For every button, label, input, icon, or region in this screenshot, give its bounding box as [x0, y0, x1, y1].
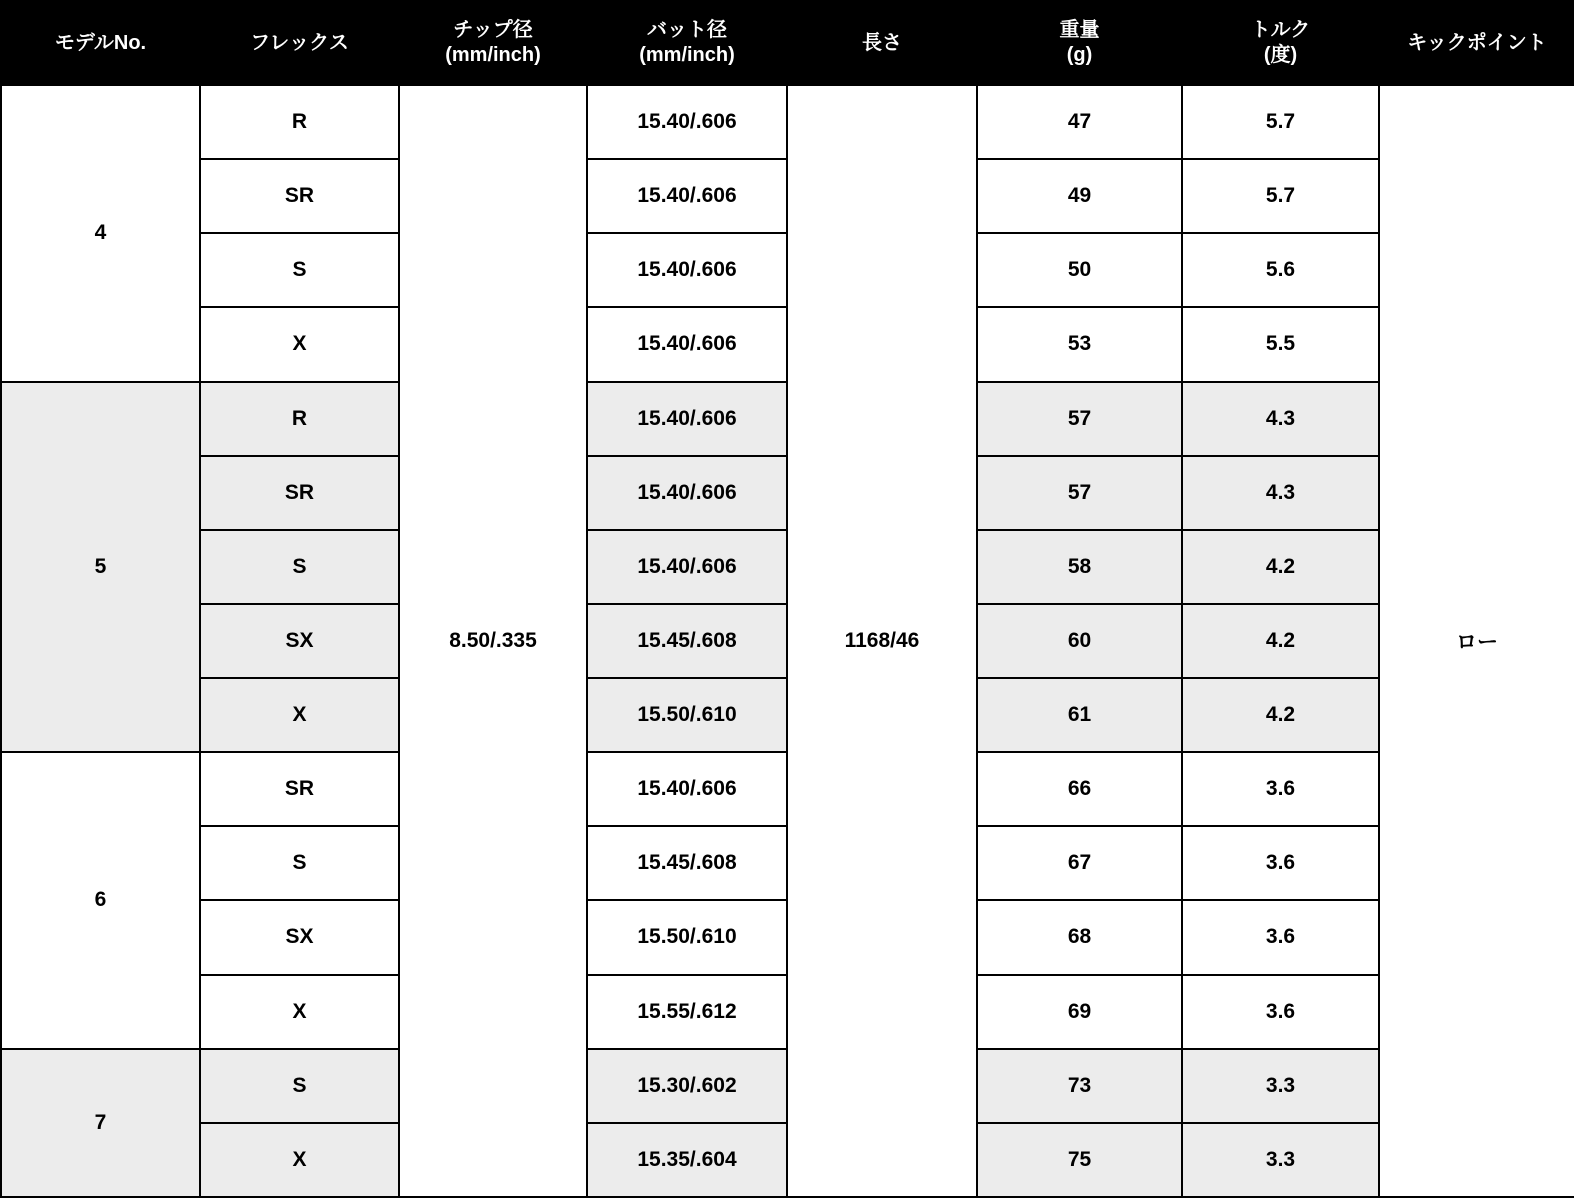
- cell-flex: SR: [200, 456, 399, 530]
- cell-torque: 3.6: [1182, 975, 1379, 1049]
- table-row: [1, 85, 1574, 159]
- cell-flex: X: [200, 678, 399, 752]
- cell-flex: X: [200, 307, 399, 381]
- header-length-label: 長さ: [862, 31, 902, 54]
- cell-butt-diameter: 15.50/.610: [587, 900, 787, 974]
- header-model-no: [1, 1, 200, 85]
- cell-butt-diameter: 15.50/.610: [587, 678, 787, 752]
- cell-flex: S: [200, 1049, 399, 1123]
- header-butt-diameter: [587, 1, 787, 85]
- table-header: [1, 1, 1574, 85]
- cell-flex: X: [200, 975, 399, 1049]
- header-butt-diameter-unit: (mm/inch): [639, 44, 735, 66]
- cell-weight: 73: [977, 1049, 1182, 1123]
- cell-torque: 5.5: [1182, 307, 1379, 381]
- cell-model-no: 7: [1, 1049, 200, 1197]
- header-kick-point: [1379, 1, 1574, 85]
- cell-butt-diameter: 15.45/.608: [587, 826, 787, 900]
- cell-torque: 3.6: [1182, 752, 1379, 826]
- cell-butt-diameter: 15.40/.606: [587, 530, 787, 604]
- cell-torque: 4.3: [1182, 456, 1379, 530]
- header-torque-label: トルク: [1250, 19, 1311, 41]
- header-tip-diameter: [399, 1, 587, 85]
- cell-weight: 67: [977, 826, 1182, 900]
- cell-weight: 75: [977, 1123, 1182, 1197]
- cell-butt-diameter: 15.45/.608: [587, 604, 787, 678]
- cell-weight: 68: [977, 900, 1182, 974]
- cell-torque: 3.3: [1182, 1123, 1379, 1197]
- cell-butt-diameter: 15.40/.606: [587, 85, 787, 159]
- cell-flex: SR: [200, 752, 399, 826]
- cell-model-no: 4: [1, 85, 200, 382]
- cell-kick-point: ロー: [1379, 85, 1574, 1197]
- cell-flex: SX: [200, 900, 399, 974]
- cell-butt-diameter: 15.40/.606: [587, 752, 787, 826]
- header-length: [787, 1, 977, 85]
- cell-torque: 5.7: [1182, 85, 1379, 159]
- cell-weight: 61: [977, 678, 1182, 752]
- cell-weight: 57: [977, 456, 1182, 530]
- table-body: [1, 85, 1574, 1197]
- cell-torque: 4.2: [1182, 530, 1379, 604]
- header-tip-diameter-label: チップ径: [453, 19, 533, 41]
- header-row: [1, 1, 1574, 85]
- header-torque-unit: (度): [1263, 44, 1298, 66]
- header-weight-unit: (g): [1066, 44, 1093, 66]
- header-weight-label: 重量: [1059, 19, 1100, 41]
- cell-butt-diameter: 15.40/.606: [587, 159, 787, 233]
- cell-butt-diameter: 15.40/.606: [587, 233, 787, 307]
- header-flex-label: フレックス: [250, 31, 349, 54]
- cell-flex: S: [200, 233, 399, 307]
- cell-torque: 4.3: [1182, 382, 1379, 456]
- cell-torque: 5.7: [1182, 159, 1379, 233]
- header-kick-point-label: キックポイント: [1407, 31, 1547, 54]
- cell-butt-diameter: 15.40/.606: [587, 456, 787, 530]
- cell-flex: SX: [200, 604, 399, 678]
- header-tip-diameter-unit: (mm/inch): [445, 44, 541, 66]
- cell-weight: 57: [977, 382, 1182, 456]
- cell-torque: 5.6: [1182, 233, 1379, 307]
- cell-butt-diameter: 15.40/.606: [587, 382, 787, 456]
- cell-torque: 4.2: [1182, 678, 1379, 752]
- cell-weight: 47: [977, 85, 1182, 159]
- cell-weight: 58: [977, 530, 1182, 604]
- cell-weight: 69: [977, 975, 1182, 1049]
- header-torque: [1182, 1, 1379, 85]
- cell-weight: 60: [977, 604, 1182, 678]
- header-model-no-label: モデルNo.: [54, 31, 147, 54]
- cell-flex: X: [200, 1123, 399, 1197]
- cell-torque: 3.6: [1182, 826, 1379, 900]
- cell-butt-diameter: 15.40/.606: [587, 307, 787, 381]
- cell-flex: S: [200, 826, 399, 900]
- cell-butt-diameter: 15.30/.602: [587, 1049, 787, 1123]
- cell-butt-diameter: 15.55/.612: [587, 975, 787, 1049]
- cell-weight: 49: [977, 159, 1182, 233]
- cell-tip-diameter: 8.50/.335: [399, 85, 587, 1197]
- cell-torque: 4.2: [1182, 604, 1379, 678]
- header-butt-diameter-label: バット径: [647, 19, 727, 41]
- cell-weight: 50: [977, 233, 1182, 307]
- cell-flex: S: [200, 530, 399, 604]
- header-flex: [200, 1, 399, 85]
- cell-length: 1168/46: [787, 85, 977, 1197]
- cell-flex: R: [200, 85, 399, 159]
- cell-torque: 3.6: [1182, 900, 1379, 974]
- cell-weight: 53: [977, 307, 1182, 381]
- header-weight: [977, 1, 1182, 85]
- cell-flex: R: [200, 382, 399, 456]
- cell-torque: 3.3: [1182, 1049, 1379, 1123]
- cell-model-no: 6: [1, 752, 200, 1049]
- cell-flex: SR: [200, 159, 399, 233]
- cell-weight: 66: [977, 752, 1182, 826]
- cell-butt-diameter: 15.35/.604: [587, 1123, 787, 1197]
- cell-model-no: 5: [1, 382, 200, 753]
